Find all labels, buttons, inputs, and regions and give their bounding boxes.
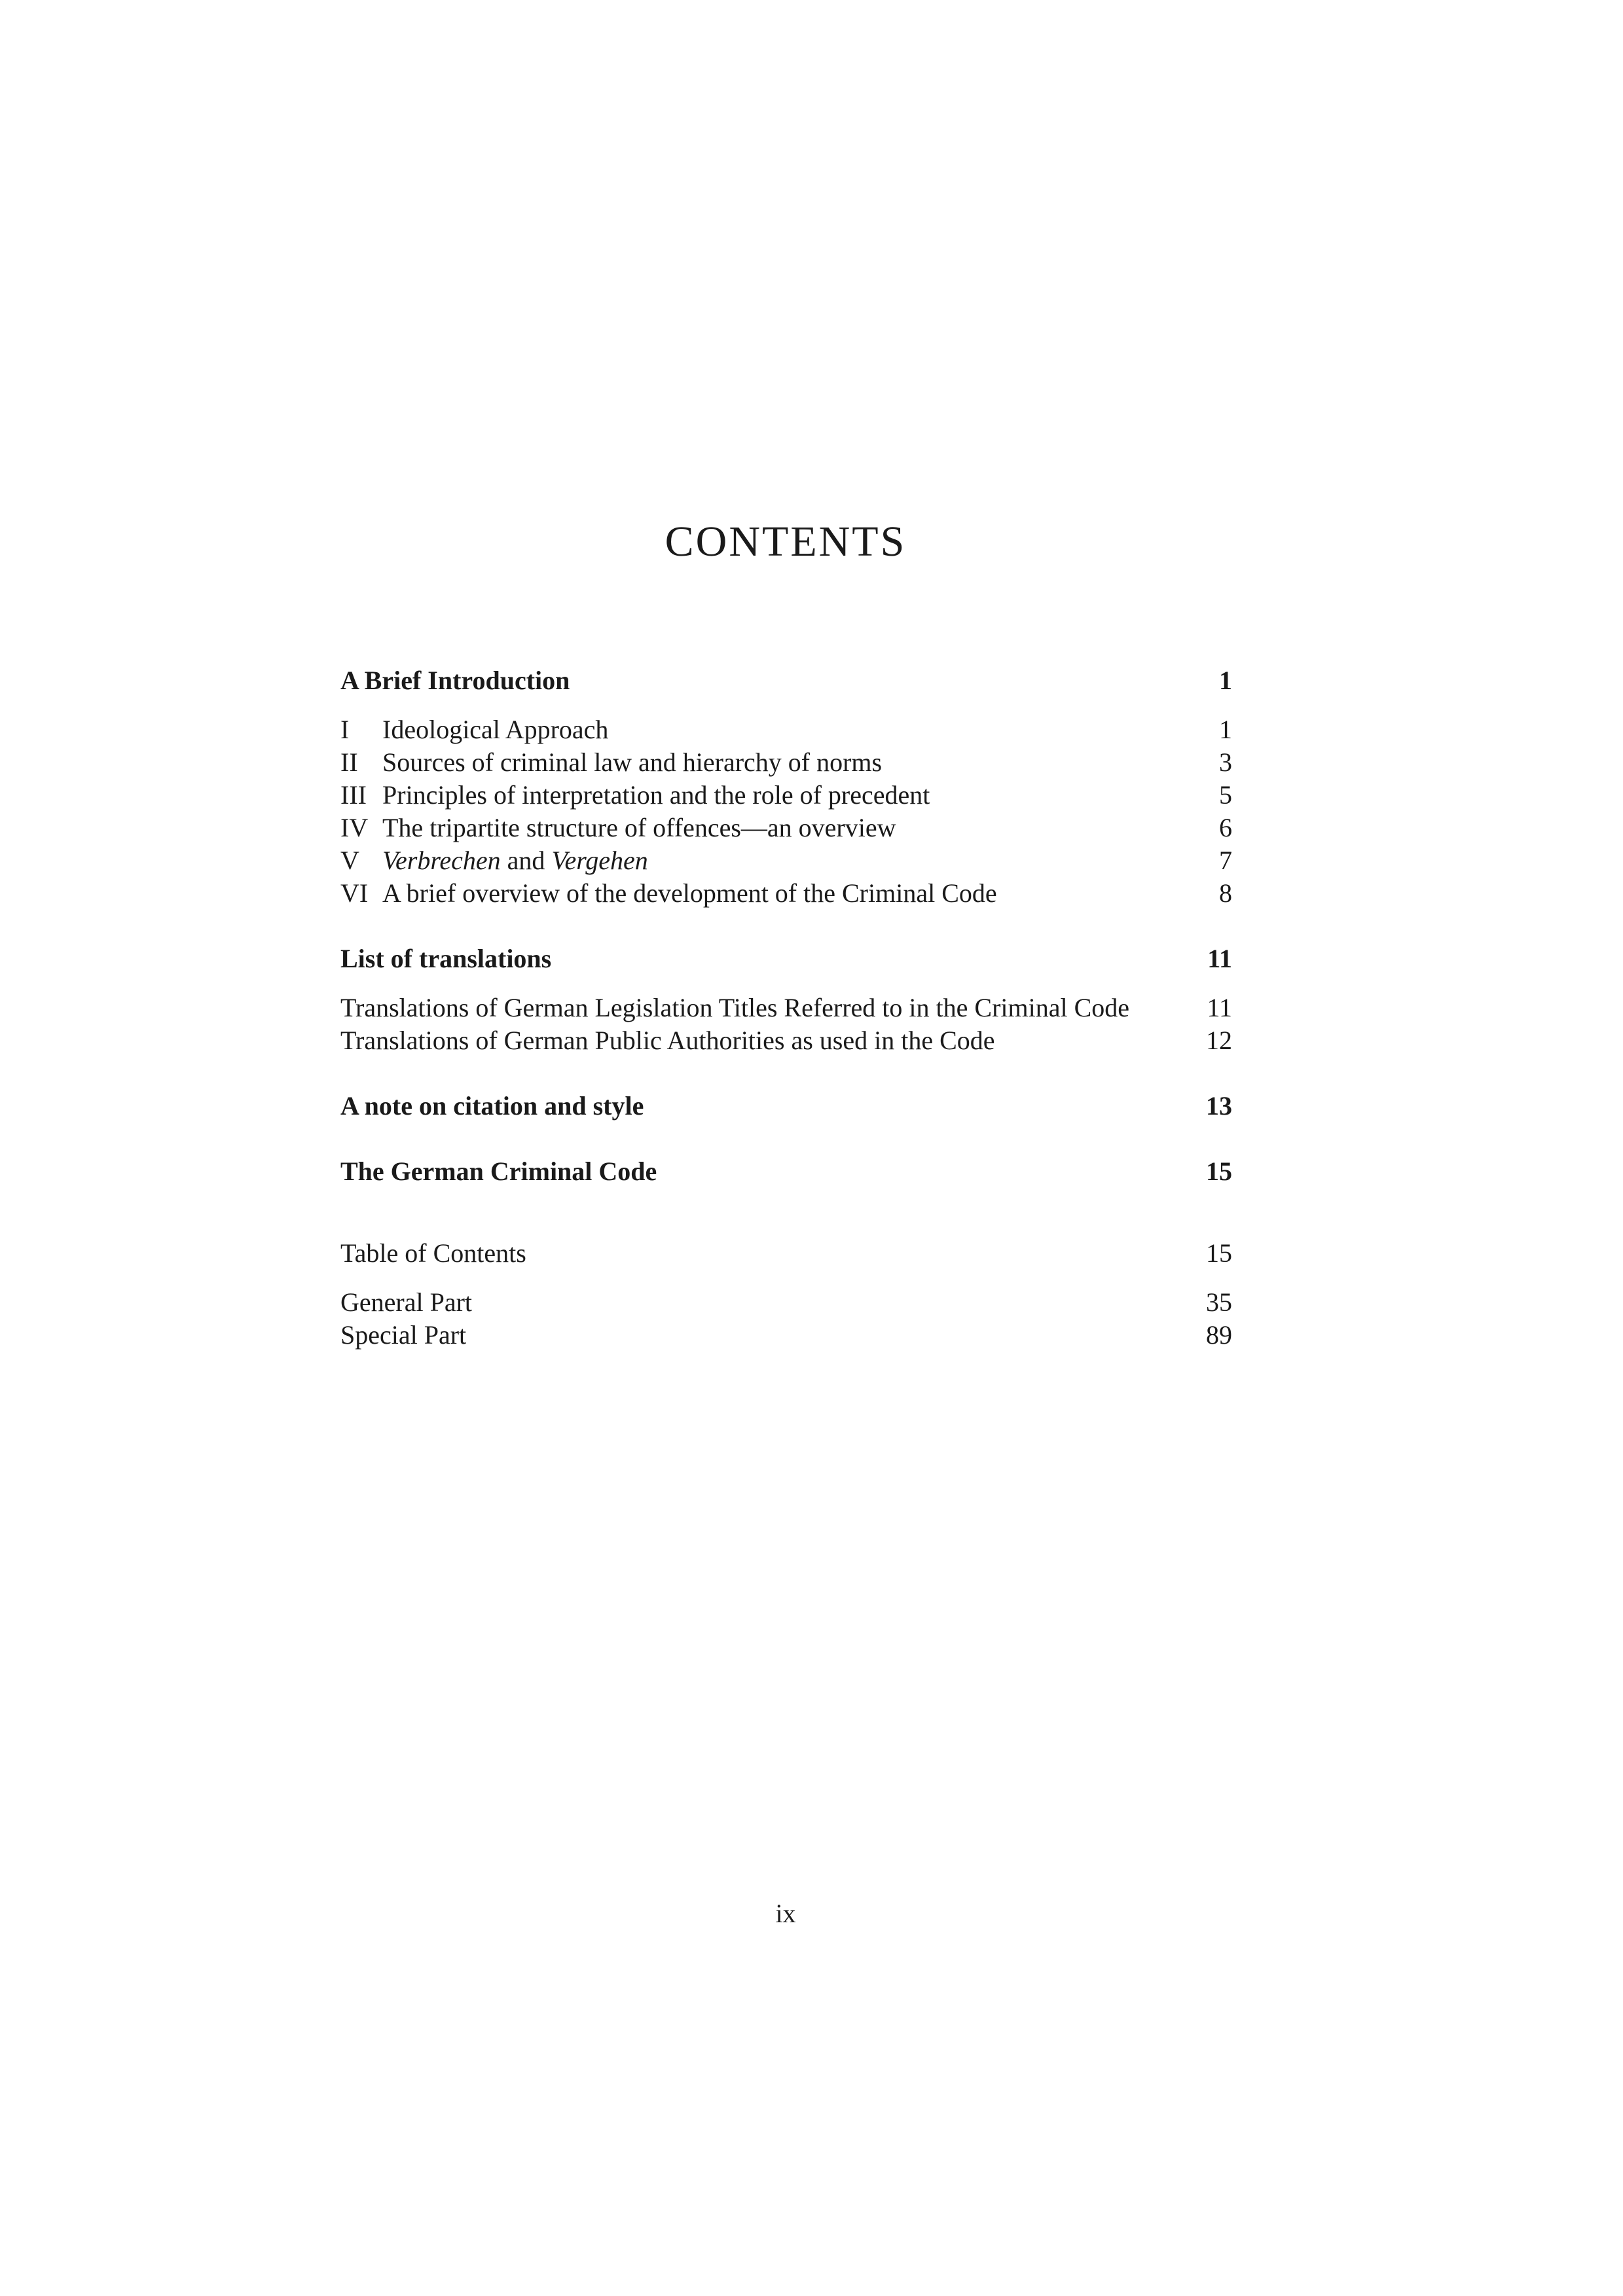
toc-page-number: 89: [1206, 1320, 1232, 1350]
toc-entry-label-italic: Vergehen: [551, 846, 648, 875]
toc-entry-label-joiner: and: [500, 846, 552, 875]
toc-page-number: 1: [1219, 715, 1232, 744]
toc-entry-code-table-of-contents[interactable]: [340, 1237, 1232, 1270]
toc-heading-label: A note on citation and style: [340, 1091, 644, 1121]
toc-entry-numeral: I: [340, 715, 350, 744]
toc-entry[interactable]: [340, 746, 1232, 779]
toc-entry-label: Special Part: [340, 1320, 467, 1350]
toc-page-number: 15: [1206, 1238, 1232, 1268]
toc-page-number: 7: [1219, 846, 1232, 875]
toc-entry-label: The tripartite structure of offences—an overview: [382, 813, 896, 842]
toc-entry[interactable]: [340, 844, 1232, 877]
toc-page-number: 8: [1219, 878, 1232, 908]
toc-entry-label: Ideological Approach: [382, 715, 609, 744]
toc-entry-numeral: IV: [340, 813, 369, 842]
toc-entry-label: Translations of German Legislation Titles Referred to in the Criminal Code: [340, 993, 1130, 1022]
toc-entry[interactable]: [340, 1024, 1232, 1057]
toc-heading-german-criminal-code[interactable]: [340, 1155, 1232, 1188]
toc-entry-label: A brief overview of the development of the Criminal Code: [382, 878, 997, 908]
toc-entry[interactable]: [340, 779, 1232, 812]
toc-entry-numeral: V: [340, 846, 359, 875]
toc-entry-label-italic: Verbrechen: [382, 846, 501, 875]
toc-page-number: 1: [1219, 666, 1232, 695]
toc-entry[interactable]: [340, 713, 1232, 746]
toc-entry[interactable]: [340, 812, 1232, 844]
page-title: CONTENTS: [665, 518, 907, 565]
toc-entry-label: Sources of criminal law and hierarchy of norms: [382, 747, 883, 777]
toc-heading-label: The German Criminal Code: [340, 1157, 657, 1186]
toc-entry-label: Table of Contents: [340, 1238, 526, 1268]
toc-entry-label: General Part: [340, 1287, 473, 1317]
toc-entry[interactable]: [340, 992, 1232, 1024]
toc-entry-label: [382, 844, 648, 877]
toc-entry-label: Translations of German Public Authorities as used in the Code: [340, 1026, 995, 1055]
toc-page-number: 15: [1206, 1157, 1232, 1186]
toc-entry[interactable]: [340, 877, 1232, 910]
toc-page-number: 11: [1207, 944, 1232, 973]
toc-entry-general-part[interactable]: [340, 1286, 1232, 1319]
toc-page-number: 3: [1219, 747, 1232, 777]
page-folio: ix: [775, 1899, 796, 1928]
toc-entry-special-part[interactable]: [340, 1319, 1232, 1352]
toc-page-number: 6: [1219, 813, 1232, 842]
toc-entry-numeral: VI: [340, 878, 369, 908]
toc-heading-label: A Brief Introduction: [340, 666, 570, 695]
toc-heading-list-of-translations[interactable]: [340, 942, 1232, 975]
toc-page-number: 5: [1219, 780, 1232, 810]
table-of-contents: [340, 664, 1232, 1352]
toc-page-number: 35: [1206, 1287, 1232, 1317]
toc-page-number: 12: [1206, 1026, 1232, 1055]
toc-entry-label: Principles of interpretation and the role of precedent: [382, 780, 930, 810]
toc-heading-citation-and-style[interactable]: [340, 1090, 1232, 1122]
toc-page-number: 13: [1206, 1091, 1232, 1121]
toc-heading-brief-introduction[interactable]: [340, 664, 1232, 697]
toc-entry-numeral: II: [340, 747, 358, 777]
toc-heading-label: List of translations: [340, 944, 552, 973]
toc-page-number: 11: [1207, 993, 1232, 1022]
toc-entry-numeral: III: [340, 780, 367, 810]
